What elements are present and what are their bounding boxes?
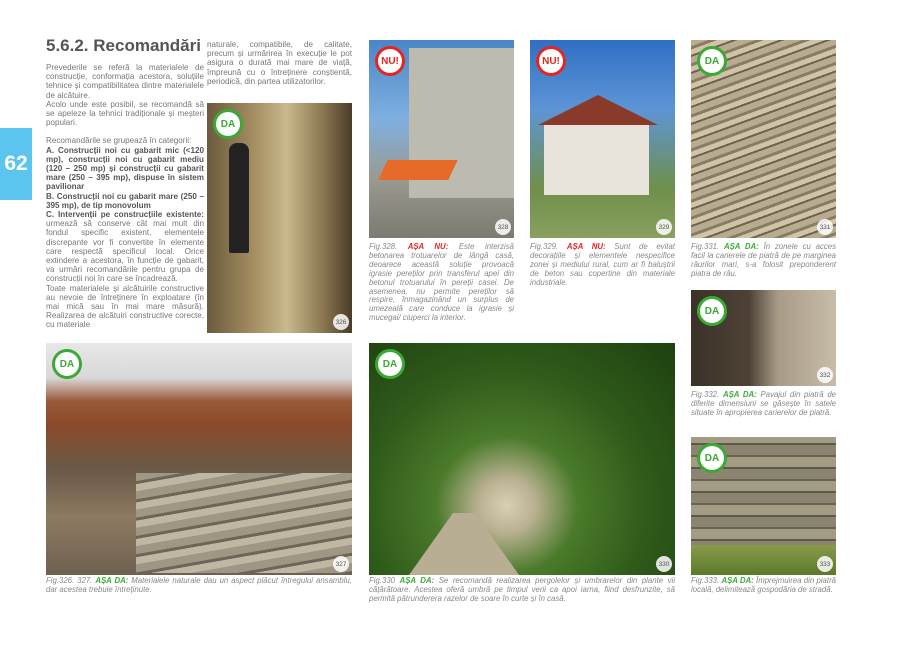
- body-text-column-1: [46, 63, 204, 330]
- caption-verdict: AȘA DA:: [399, 576, 435, 585]
- caption-329: [530, 243, 675, 288]
- caption-text: Materialele naturale dau un aspect plăcut întregului ansamblu, dar acestea trebuie întreținute.: [46, 576, 352, 594]
- photo-path: [409, 513, 519, 575]
- photo-326: [207, 103, 352, 333]
- photo-stone-wall: [136, 473, 352, 573]
- photo-number: 333: [817, 556, 833, 572]
- nu-badge: NU!: [536, 46, 566, 76]
- caption-333: [691, 577, 836, 595]
- page-number: 62: [0, 128, 32, 200]
- caption-text: În zonele cu acces facil la carierele de piatră de pe marginea râurilor mari, s-a folosit preponderent piatra de râu.: [691, 242, 837, 278]
- photo-number: 327: [333, 556, 349, 572]
- photo-roof: [538, 95, 658, 125]
- categories-intro: Recomandările se grupează în categorii:: [46, 136, 192, 146]
- da-badge: DA: [213, 109, 243, 139]
- category-a: A. Construcții noi cu gabarit mic (<120 mp), construcții noi cu gabarit mediu (120 – 250 mp) și construcții cu gabarit mare (250 – 395 mp), dispuse în sistem pavilionar: [46, 145, 204, 192]
- da-badge: DA: [697, 46, 727, 76]
- caption-326-327: [46, 577, 352, 595]
- caption-text: Se recomandă realizarea pergolelor și umbrarelor din plante vii cățărătoare. Acestea oferă umbră pe timpul verii ca apoi iarna, fiind desfrunzite, să permită pătrunderera razelor de soare în curte și în casă.: [369, 576, 675, 603]
- da-badge: DA: [697, 443, 727, 473]
- caption-text: Împrejmuirea din piatră locală, delimitează gospodăria de stradă.: [691, 576, 836, 594]
- caption-verdict: AȘA DA:: [721, 576, 754, 585]
- photo-327: [46, 343, 352, 575]
- photo-figure: [229, 143, 249, 253]
- caption-verdict: AȘA NU:: [407, 242, 449, 251]
- caption-fig: Fig.326. 327.: [46, 576, 96, 585]
- photo-329: [530, 40, 675, 238]
- nu-badge: NU!: [375, 46, 405, 76]
- photo-grass: [691, 545, 836, 575]
- intro-paragraph: Prevederile se referă la materialele de construcție, conformația acestora, soluțiile tehnice și compatibilitatea dintre materialele de alcătuire.: [46, 63, 204, 100]
- photo-333: [691, 437, 836, 575]
- photo-number: 330: [656, 556, 672, 572]
- photo-number: 332: [817, 367, 833, 383]
- da-badge: DA: [375, 349, 405, 379]
- caption-328: [369, 243, 514, 323]
- caption-330: [369, 577, 675, 604]
- photo-number: 329: [656, 219, 672, 235]
- category-c-text: urmează să conserve cât mai mult din fondul specific existent, elementele discrepante vor fi convertite în elemente care respectă specificul local. Orice extindere a acestora, în funcție de gabarit, va urmări recomandările pentru grupa de construcții noi în care se încadrează.: [46, 219, 204, 284]
- caption-text: Sunt de evitat decorațiile și elementele nespecifice zonei și mediului rural, cum ar fi baluștrii de beton sau copertine din materiale industriale.: [530, 242, 675, 287]
- photo-house: [544, 125, 649, 195]
- body-text-column-2: naturale, compatibile, de calitate, precum și urmărirea în execuție le pot asigura o durată mai mare de viață, împreună cu o întreținere conștientă, periodică, din partea utilizatorilor.: [207, 40, 352, 86]
- category-b: B. Construcții noi cu gabarit mare (250 – 395 mp), de tip monovolum: [46, 191, 204, 210]
- caption-332: [691, 391, 836, 418]
- caption-fig: Fig.328.: [369, 242, 408, 251]
- photo-330: [369, 343, 675, 575]
- photo-number: 326: [333, 314, 349, 330]
- closing-paragraph: Toate materialele și alcătuirile constructive au nevoie de întreținere în exploatare (în mai mică sau în mai mare măsură). Realizarea de alcătuiri constructive corecte, cu materiale: [46, 283, 204, 330]
- section-title: 5.6.2. Recomandări: [46, 36, 201, 55]
- intro-paragraph: Acolo unde este posibil, se recomandă să se apeleze la tehnici tradiționale și meșteri populari.: [46, 99, 204, 128]
- caption-verdict: AȘA DA:: [722, 390, 757, 399]
- caption-fig: Fig.330: [369, 576, 400, 585]
- caption-fig: Fig.332.: [691, 390, 723, 399]
- caption-verdict: AȘA NU:: [566, 242, 606, 251]
- photo-332: [691, 290, 836, 386]
- caption-verdict: AȘA DA:: [723, 242, 759, 251]
- caption-fig: Fig.329.: [530, 242, 567, 251]
- caption-text: Pavajul din piatră de diferite dimensiuni se găsește în satele situate în apropierea carierelor de piatră.: [691, 390, 837, 417]
- caption-331: [691, 243, 836, 279]
- photo-331: [691, 40, 836, 238]
- caption-fig: Fig.331.: [691, 242, 724, 251]
- category-c-label: C. Intervenții pe construcțiile existente:: [46, 210, 204, 220]
- photo-number: 328: [495, 219, 511, 235]
- photo-concrete-step: [378, 160, 457, 180]
- da-badge: DA: [52, 349, 82, 379]
- photo-number: 331: [817, 219, 833, 235]
- caption-verdict: AȘA DA:: [95, 576, 129, 585]
- da-badge: DA: [697, 296, 727, 326]
- photo-328: [369, 40, 514, 238]
- caption-fig: Fig.333.: [691, 576, 722, 585]
- caption-text: Este interzisă betonarea trotuarelor de lângă casă, deoarece această soluție provoacă igrasie pereților prin transferul apei din betonul trotuarului în pereții casei. De asemenea, nu permite pereților să respire, înmagazinând un surplus de umezeală care conduce la igrasie și mucegai/ ciuperci la interior.: [369, 242, 515, 323]
